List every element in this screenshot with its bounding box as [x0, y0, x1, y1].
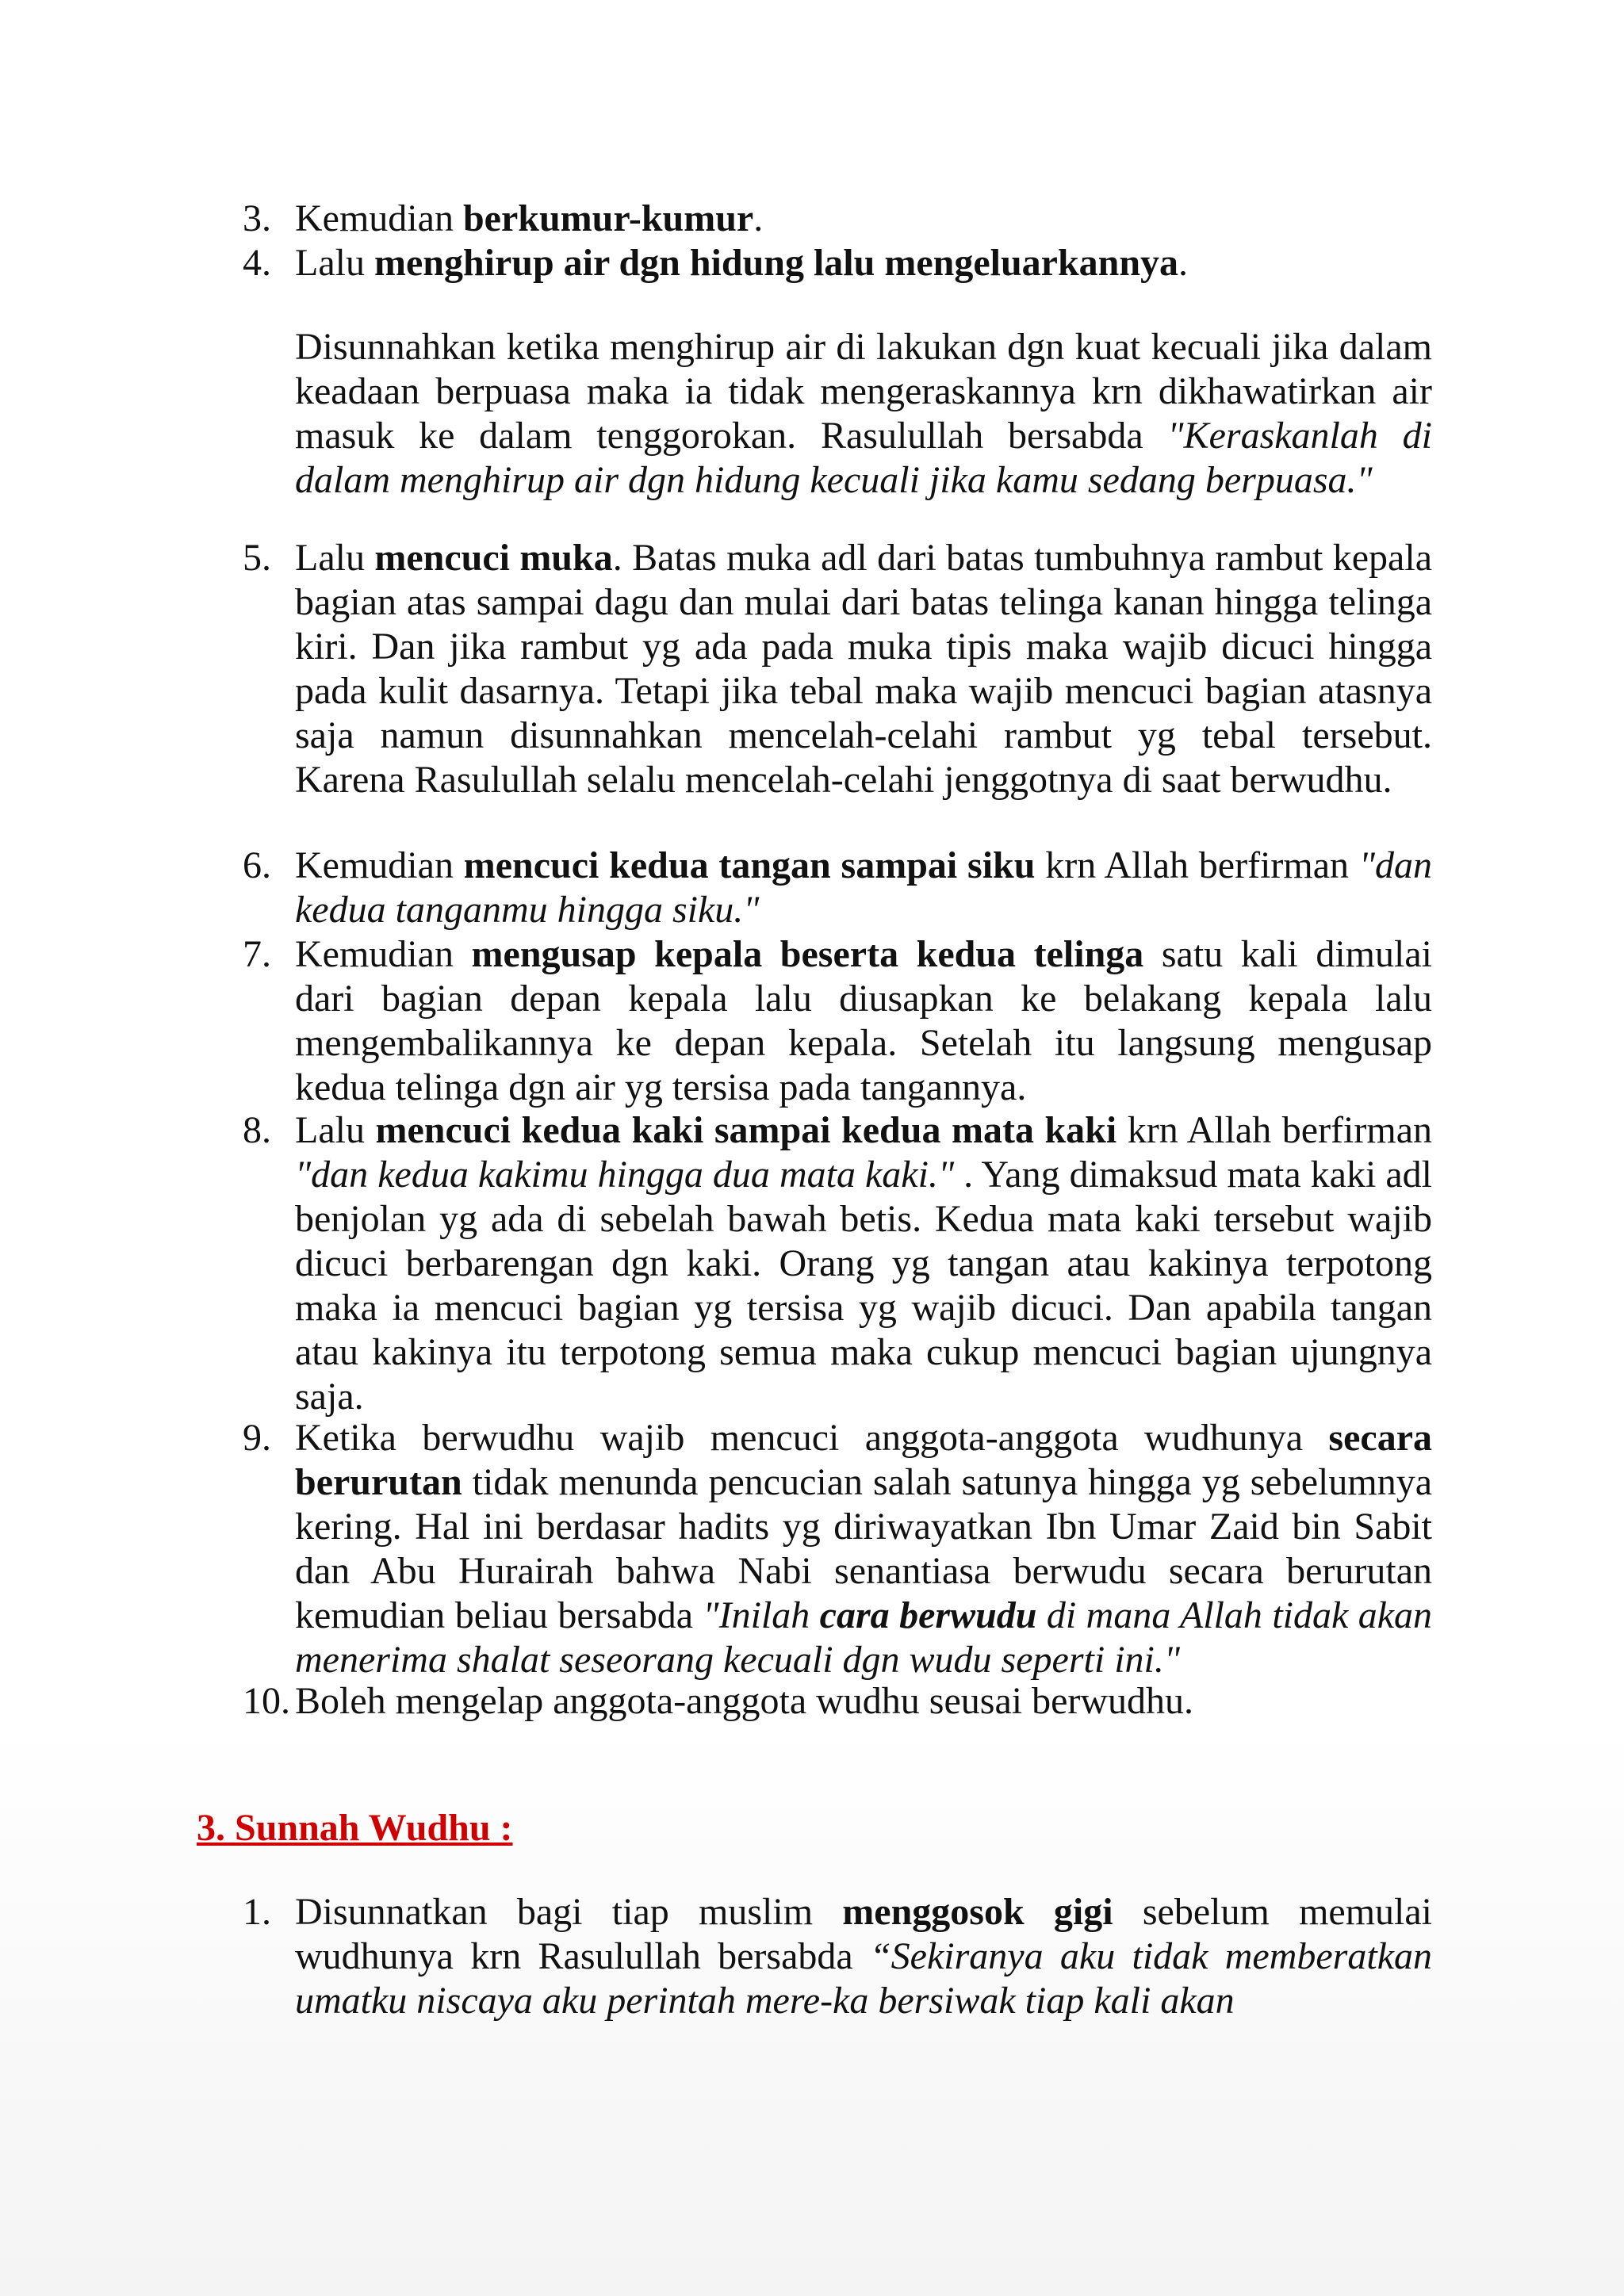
emphasis-text: mencuci kedua kaki sampai kedua mata kaki	[375, 1109, 1117, 1151]
emphasis-text: menggosok gigi	[842, 1891, 1113, 1933]
list-number: 5.	[243, 537, 271, 579]
section-heading: 3. Sunnah Wudhu :	[197, 1807, 513, 1849]
emphasis-text: berkumur-kumur	[462, 197, 754, 239]
list-item	[243, 1416, 1433, 1682]
list-text: krn Allah berfirman	[1116, 1109, 1432, 1151]
quote-text: di mana Allah tidak akan menerima shalat seseorang kecuali dgn wudu seperti ini."	[295, 1594, 1433, 1681]
note-text: Disunnahkan ketika menghirup air di lakukan dgn kuat kecuali jika dalam keadaan berpuasa maka ia tidak mengeraskannya krn dikhawatirkan air masuk ke dalam tenggorokan. Rasulullah bersabda	[295, 326, 1432, 457]
emphasis-text: secara berurutan	[295, 1417, 1432, 1503]
list-text: satu kali dimulai dari bagian depan kepala lalu diusapkan ke belakang kepala lalu mengembalikannya ke depan kepala. Setelah itu langsung mengusap kedua telinga dgn air yg tersisa pada tangannya.	[295, 933, 1432, 1108]
list-item	[243, 536, 1432, 802]
list-item	[243, 1679, 1432, 1724]
quote-text: "dan kedua kakimu hingga dua mata kaki."	[295, 1154, 955, 1196]
list-text: . Batas muka adl dari batas tumbuhnya rambut kepala bagian atas sampai dagu dan mulai dari batas telinga kanan hingga telinga kiri. Dan jika rambut yg ada pada muka tipis maka wajib dicuci hingga pada kulit dasarnya. Tetapi jika tebal maka wajib mencuci bagian atasnya saja namun disunnahkan mencelah-celahi rambut yg tebal tersebut. Karena Rasulullah selalu mencelah-celahi jenggotnya di saat berwudhu.	[295, 537, 1432, 801]
quote-text: "dan kedua tanganmu hingga siku."	[295, 844, 1432, 931]
list-item	[243, 241, 1432, 285]
list-text: Disunnatkan bagi tiap muslim	[295, 1891, 843, 1933]
list-text: Lalu	[295, 242, 374, 284]
emphasis-text: mengusap kepala beserta kedua telinga	[471, 933, 1144, 975]
list-number: 10.	[243, 1680, 290, 1722]
list-text: Lalu	[295, 1109, 376, 1151]
list-text: sebelum memulai wudhunya krn Rasulullah bersabda	[295, 1891, 1433, 1977]
list-number: 1.	[243, 1891, 271, 1933]
quote-text: "Inilah	[703, 1594, 820, 1636]
list-text: krn Allah berfirman	[1035, 844, 1359, 886]
list-number: 3.	[243, 197, 271, 239]
list-text: Kemudian	[295, 197, 463, 239]
list-text: Lalu	[295, 537, 375, 579]
list-number: 6.	[243, 844, 271, 886]
list-text: .	[1178, 242, 1189, 284]
list-number: 9.	[243, 1417, 271, 1459]
list-text: Ketika berwudhu wajib mencuci anggota-anggota wudhunya	[295, 1417, 1329, 1459]
list-number: 4.	[243, 242, 271, 284]
note-paragraph	[295, 325, 1432, 503]
list-number: 7.	[243, 933, 271, 975]
emphasis-text: mencuci muka	[374, 537, 613, 579]
list-item	[243, 1108, 1432, 1419]
quote-text: “Sekiranya aku tidak memberatkan umatku niscaya aku perintah mere-ka bersiwak tiap kali akan	[295, 1935, 1432, 2022]
emphasis-text: menghirup air dgn hidung lalu mengeluarkannya	[373, 242, 1179, 284]
quote-emphasis-text: cara berwudu	[819, 1594, 1037, 1636]
list-item	[243, 932, 1432, 1110]
list-text: Kemudian	[295, 844, 464, 886]
list-text: .	[753, 197, 764, 239]
list-item	[243, 197, 1432, 241]
list-text: tidak menunda pencucian salah satunya hingga yg sebelumnya kering. Hal ini berdasar hadits yg diriwayatkan Ibn Umar Zaid bin Sabit dan Abu Hurairah bahwa Nabi senantiasa berwudu secara berurutan kemudian beliau bersabda	[295, 1461, 1432, 1636]
list-text: . Yang dimaksud mata kaki adl benjolan yg ada di sebelah bawah betis. Kedua mata kaki tersebut wajib dicuci berbarengan dgn kaki. Orang yg tangan atau kakinya terpotong maka ia mencuci bagian yg tersisa yg wajib dicuci. Dan apabila tangan atau kakinya itu terpotong semua maka cukup mencuci bagian ujungnya saja.	[295, 1154, 1432, 1418]
list-number: 8.	[243, 1109, 271, 1151]
quote-text: "Keraskanlah di dalam menghirup air dgn hidung kecuali jika kamu sedang berpuasa."	[295, 415, 1432, 501]
list-text: Kemudian	[295, 933, 472, 975]
list-item	[243, 1890, 1433, 2023]
list-item	[243, 844, 1432, 932]
list-text: Boleh mengelap anggota-anggota wudhu seusai berwudhu.	[295, 1680, 1194, 1722]
emphasis-text: mencuci kedua tangan sampai siku	[463, 844, 1036, 886]
